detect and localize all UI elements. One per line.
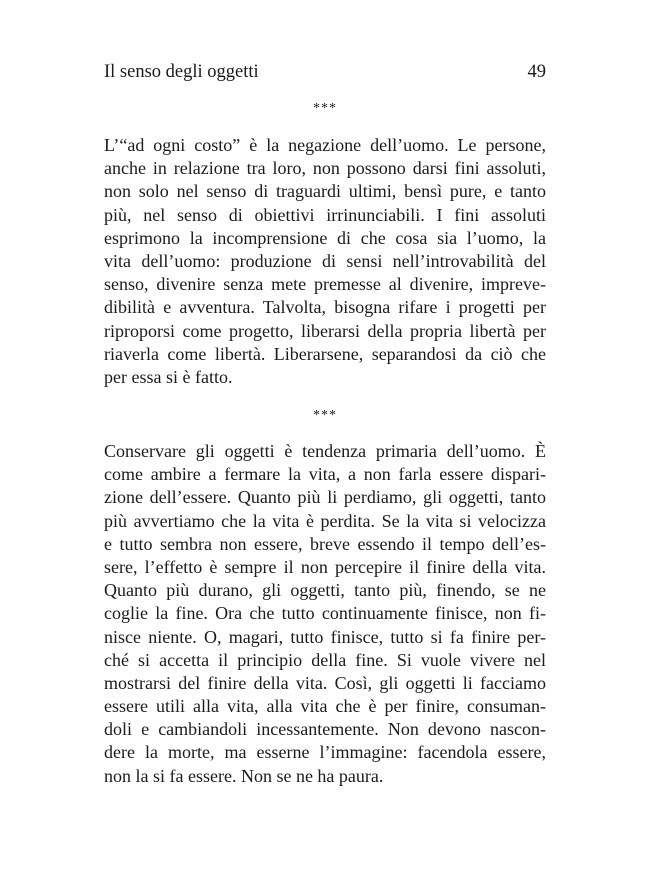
- text-line: coglie la fine. Ora che tutto continuamente finisce, non fi-: [104, 603, 546, 624]
- text-line: senso, divenire senza mete premesse al divenire, impreve-: [104, 274, 546, 295]
- text-line: dere la morte, ma esserne l’immagine: facendola essere,: [104, 742, 546, 763]
- text-line: dibilità e avventura. Talvolta, bisogna rifare i progetti per: [104, 297, 546, 318]
- text-line: doli e cambiandoli incessantemente. Non devono nascon-: [104, 719, 546, 740]
- text-line: essere utili alla vita, alla vita che è per finire, consuman-: [104, 696, 546, 717]
- text-line: Conservare gli oggetti è tendenza primaria dell’uomo. È: [104, 441, 546, 461]
- text-line: non la si fa essere. Non se ne ha paura.: [104, 765, 384, 786]
- text-line: non solo nel senso di traguardi ultimi, bensì pure, e tanto: [104, 181, 546, 202]
- text-line: mostrarsi del finire della vita. Così, gli oggetti li facciamo: [104, 672, 546, 693]
- text-line: riproporsi come progetto, liberarsi della propria libertà per: [104, 320, 546, 341]
- running-header-title: Il senso degli oggetti: [104, 62, 259, 82]
- text-line: nisce niente. O, magari, tutto finisce, tutto si fa finire per-: [104, 626, 546, 647]
- text-line: anche in relazione tra loro, non possono darsi fini assoluti,: [104, 158, 546, 179]
- text-line: ché si accetta il principio della fine. Si vuole vivere nel: [104, 649, 546, 670]
- text-line: più avvertiamo che la vita è perdita. Se la vita si velocizza: [104, 510, 546, 531]
- running-header: [104, 60, 546, 84]
- text-line: riaverla come libertà. Liberarsene, separandosi da ciò che: [104, 343, 546, 364]
- text-line: più, nel senso di obiettivi irrinunciabili. I fini assoluti: [104, 204, 546, 225]
- text-line: Quanto più durano, gli oggetti, tanto più, finendo, se ne: [104, 580, 546, 601]
- text-line: zione dell’essere. Quanto più li perdiamo, gli oggetti, tanto: [104, 487, 546, 508]
- paragraph: [104, 440, 546, 788]
- text-line: e tutto sembra non essere, breve essendo il tempo dell’es-: [104, 533, 546, 554]
- section-separator: ***: [313, 101, 337, 116]
- section-separator: ***: [313, 408, 337, 423]
- paragraph: [104, 134, 546, 389]
- text-line: per essa si è fatto.: [104, 366, 233, 387]
- text-line: vita dell’uomo: produzione di sensi nell’introvabilità del: [104, 250, 546, 271]
- text-line: L’“ad ogni costo” è la negazione dell’uomo. Le persone,: [104, 135, 546, 155]
- page-number: 49: [527, 62, 546, 82]
- text-line: sere, l’effetto è sempre il non percepire il finire della vita.: [104, 556, 546, 577]
- text-line: esprimono la incomprensione di che cosa sia l’uomo, la: [104, 227, 546, 248]
- text-line: come ambire a fermare la vita, a non farla essere dispari-: [104, 464, 546, 485]
